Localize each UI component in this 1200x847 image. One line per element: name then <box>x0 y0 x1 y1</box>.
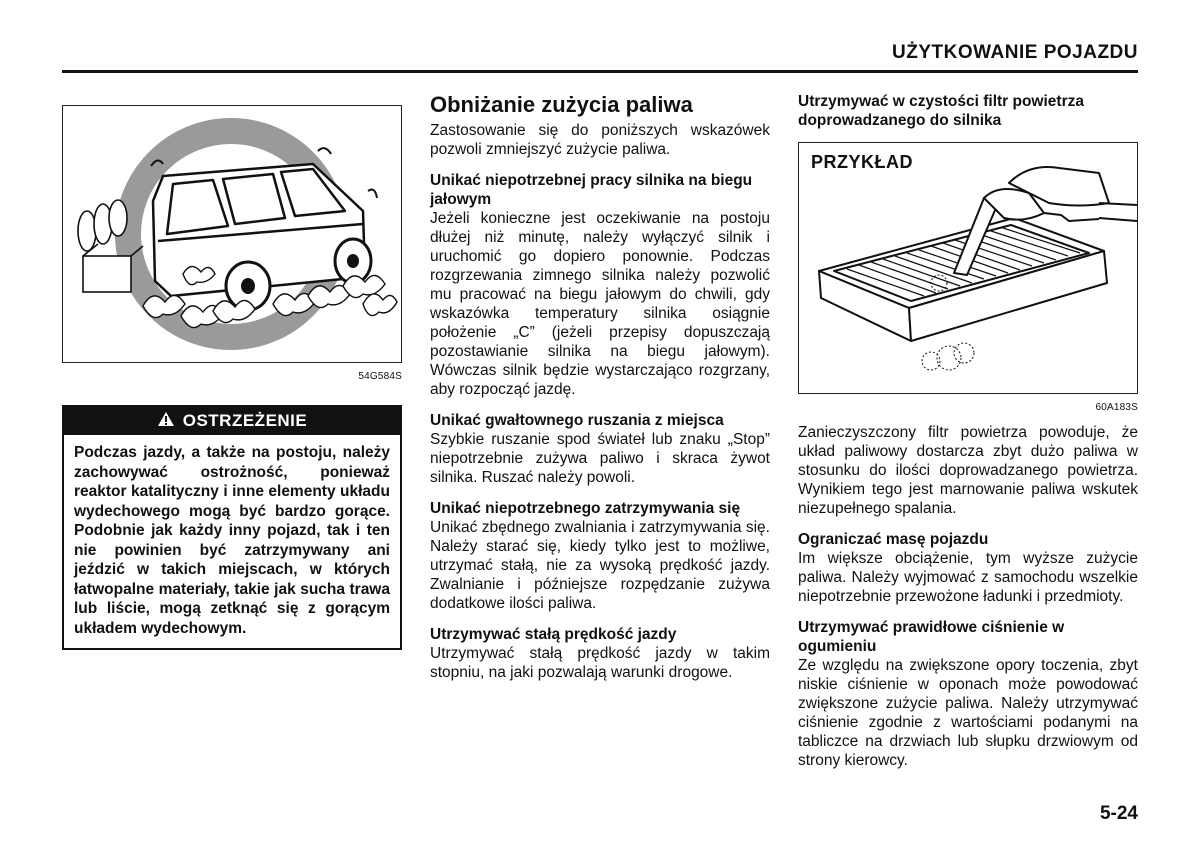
figure-no-parking-leaves <box>62 105 402 363</box>
warning-box <box>62 405 402 650</box>
tip-text: Szybkie ruszanie spod świateł lub znaku „Stop” niepotrzebnie zużywa paliwo i skraca żywot silnika. Ruszać należy powoli. <box>430 431 770 486</box>
tip-text: Jeżeli konieczne jest oczekiwanie na postoju dłużej niż minutę, należy wyłączyć silnik i uruchomić go dopiero ponownie. Podczas rozgrzewania zimnego silnika należy pozwolić mu pracować na biegu jałowym do chwili, gdy wskazówka temperatury silnika osiągnie położenie „C” (jeżeli przepisy dopuszczają pozostawianie silnika na biegu jałowym). Wówczas silnik będzie wystarczająco rozgrzany, aby rozpocząć jazdę. <box>430 210 770 398</box>
figure-label: PRZYKŁAD <box>811 152 913 172</box>
tip-item <box>430 499 770 613</box>
warning-text: Podczas jazdy, a także na postoju, należy zachowywać ostrożność, ponieważ reaktor katalityczny i inne elementy układu wydechowego mogą być bardzo gorące. Podobnie jak każdy inny pojazd, tak i ten nie powinien być zatrzymywany ani jeździć w takich miejscach, w których łatwopalne materiały, takie jak sucha trawa lub liście, mogą zetknąć się z gorącym układem wydechowym. <box>74 444 390 637</box>
warning-triangle-icon <box>157 408 175 436</box>
section-intro: Zastosowanie się do poniższych wskazówek pozwoli zmniejszyć zużycie paliwa. <box>430 122 770 158</box>
section-title: Obniżanie zużycia paliwa <box>430 92 693 117</box>
right-column <box>798 92 1138 782</box>
filter-heading: Utrzymywać w czystości filtr powietrza doprowadzanego do silnika <box>798 93 1084 129</box>
header-rule <box>62 70 1138 73</box>
page-header-title: UŻYTKOWANIE POJAZDU <box>892 42 1138 63</box>
tip-text: Utrzymywać stałą prędkość jazdy w takim stopniu, na jaki pozwalają warunki drogowe. <box>430 645 770 681</box>
tip-heading: Utrzymywać stałą prędkość jazdy <box>430 626 677 643</box>
page-number: 5-24 <box>1099 803 1138 824</box>
figure-air-filter <box>798 142 1138 394</box>
tip-heading: Utrzymywać prawidłowe ciśnienie w ogumieniu <box>798 619 1065 655</box>
no-parking-over-leaves-icon <box>63 106 401 362</box>
tip-heading: Unikać niepotrzebnej pracy silnika na biegu jałowym <box>430 172 753 208</box>
tip-item <box>430 171 770 399</box>
filter-text: Zanieczyszczony filtr powietrza powoduje, że układ paliwowy dostarcza zbyt dużo paliwa w stosunku do ilości doprowadzanego powietrza. Wynikiem tego jest marnowanie paliwa wskutek niezupełnego spalania. <box>798 424 1138 517</box>
middle-column <box>430 92 770 694</box>
left-column <box>62 92 402 650</box>
tip-item <box>430 625 770 682</box>
tip-text: Ze względu na zwiększone opory toczenia, zbyt niskie ciśnienie w oponach może powodować zwiększone zużycie paliwa. Należy utrzymywać ciśnienie zgodnie z wartościami podanymi na tabliczce na drzwiach lub słupku drzwiowym od strony kierowcy. <box>798 657 1138 769</box>
figure-code: 60A183S <box>1095 402 1138 413</box>
tip-heading: Unikać niepotrzebnego zatrzymywania się <box>430 500 741 517</box>
tip-heading: Unikać gwałtownego ruszania z miejsca <box>430 412 724 429</box>
warning-title: OSTRZEŻENIE <box>182 411 308 430</box>
tip-heading: Ograniczać masę pojazdu <box>798 531 989 548</box>
tip-text: Im większe obciążenie, tym wyższe zużycie paliwa. Należy wyjmować z samochodu wszelkie niepotrzebnie przewożone ładunki i przedmioty. <box>798 550 1138 605</box>
air-filter-cleaning-icon <box>799 143 1137 393</box>
tip-item <box>798 530 1138 606</box>
figure-code: 54G584S <box>358 371 402 382</box>
tip-item <box>430 411 770 487</box>
warning-header <box>64 407 400 435</box>
tip-item <box>798 618 1138 770</box>
tip-text: Unikać zbędnego zwalniania i zatrzymywania się. Należy starać się, kiedy tylko jest to możliwe, utrzymać stałą, nie za wysoką prędkość jazdy. Zwalnianie i późniejsze rozpędzanie zużywa dodatkowe ilości paliwa. <box>430 519 770 612</box>
